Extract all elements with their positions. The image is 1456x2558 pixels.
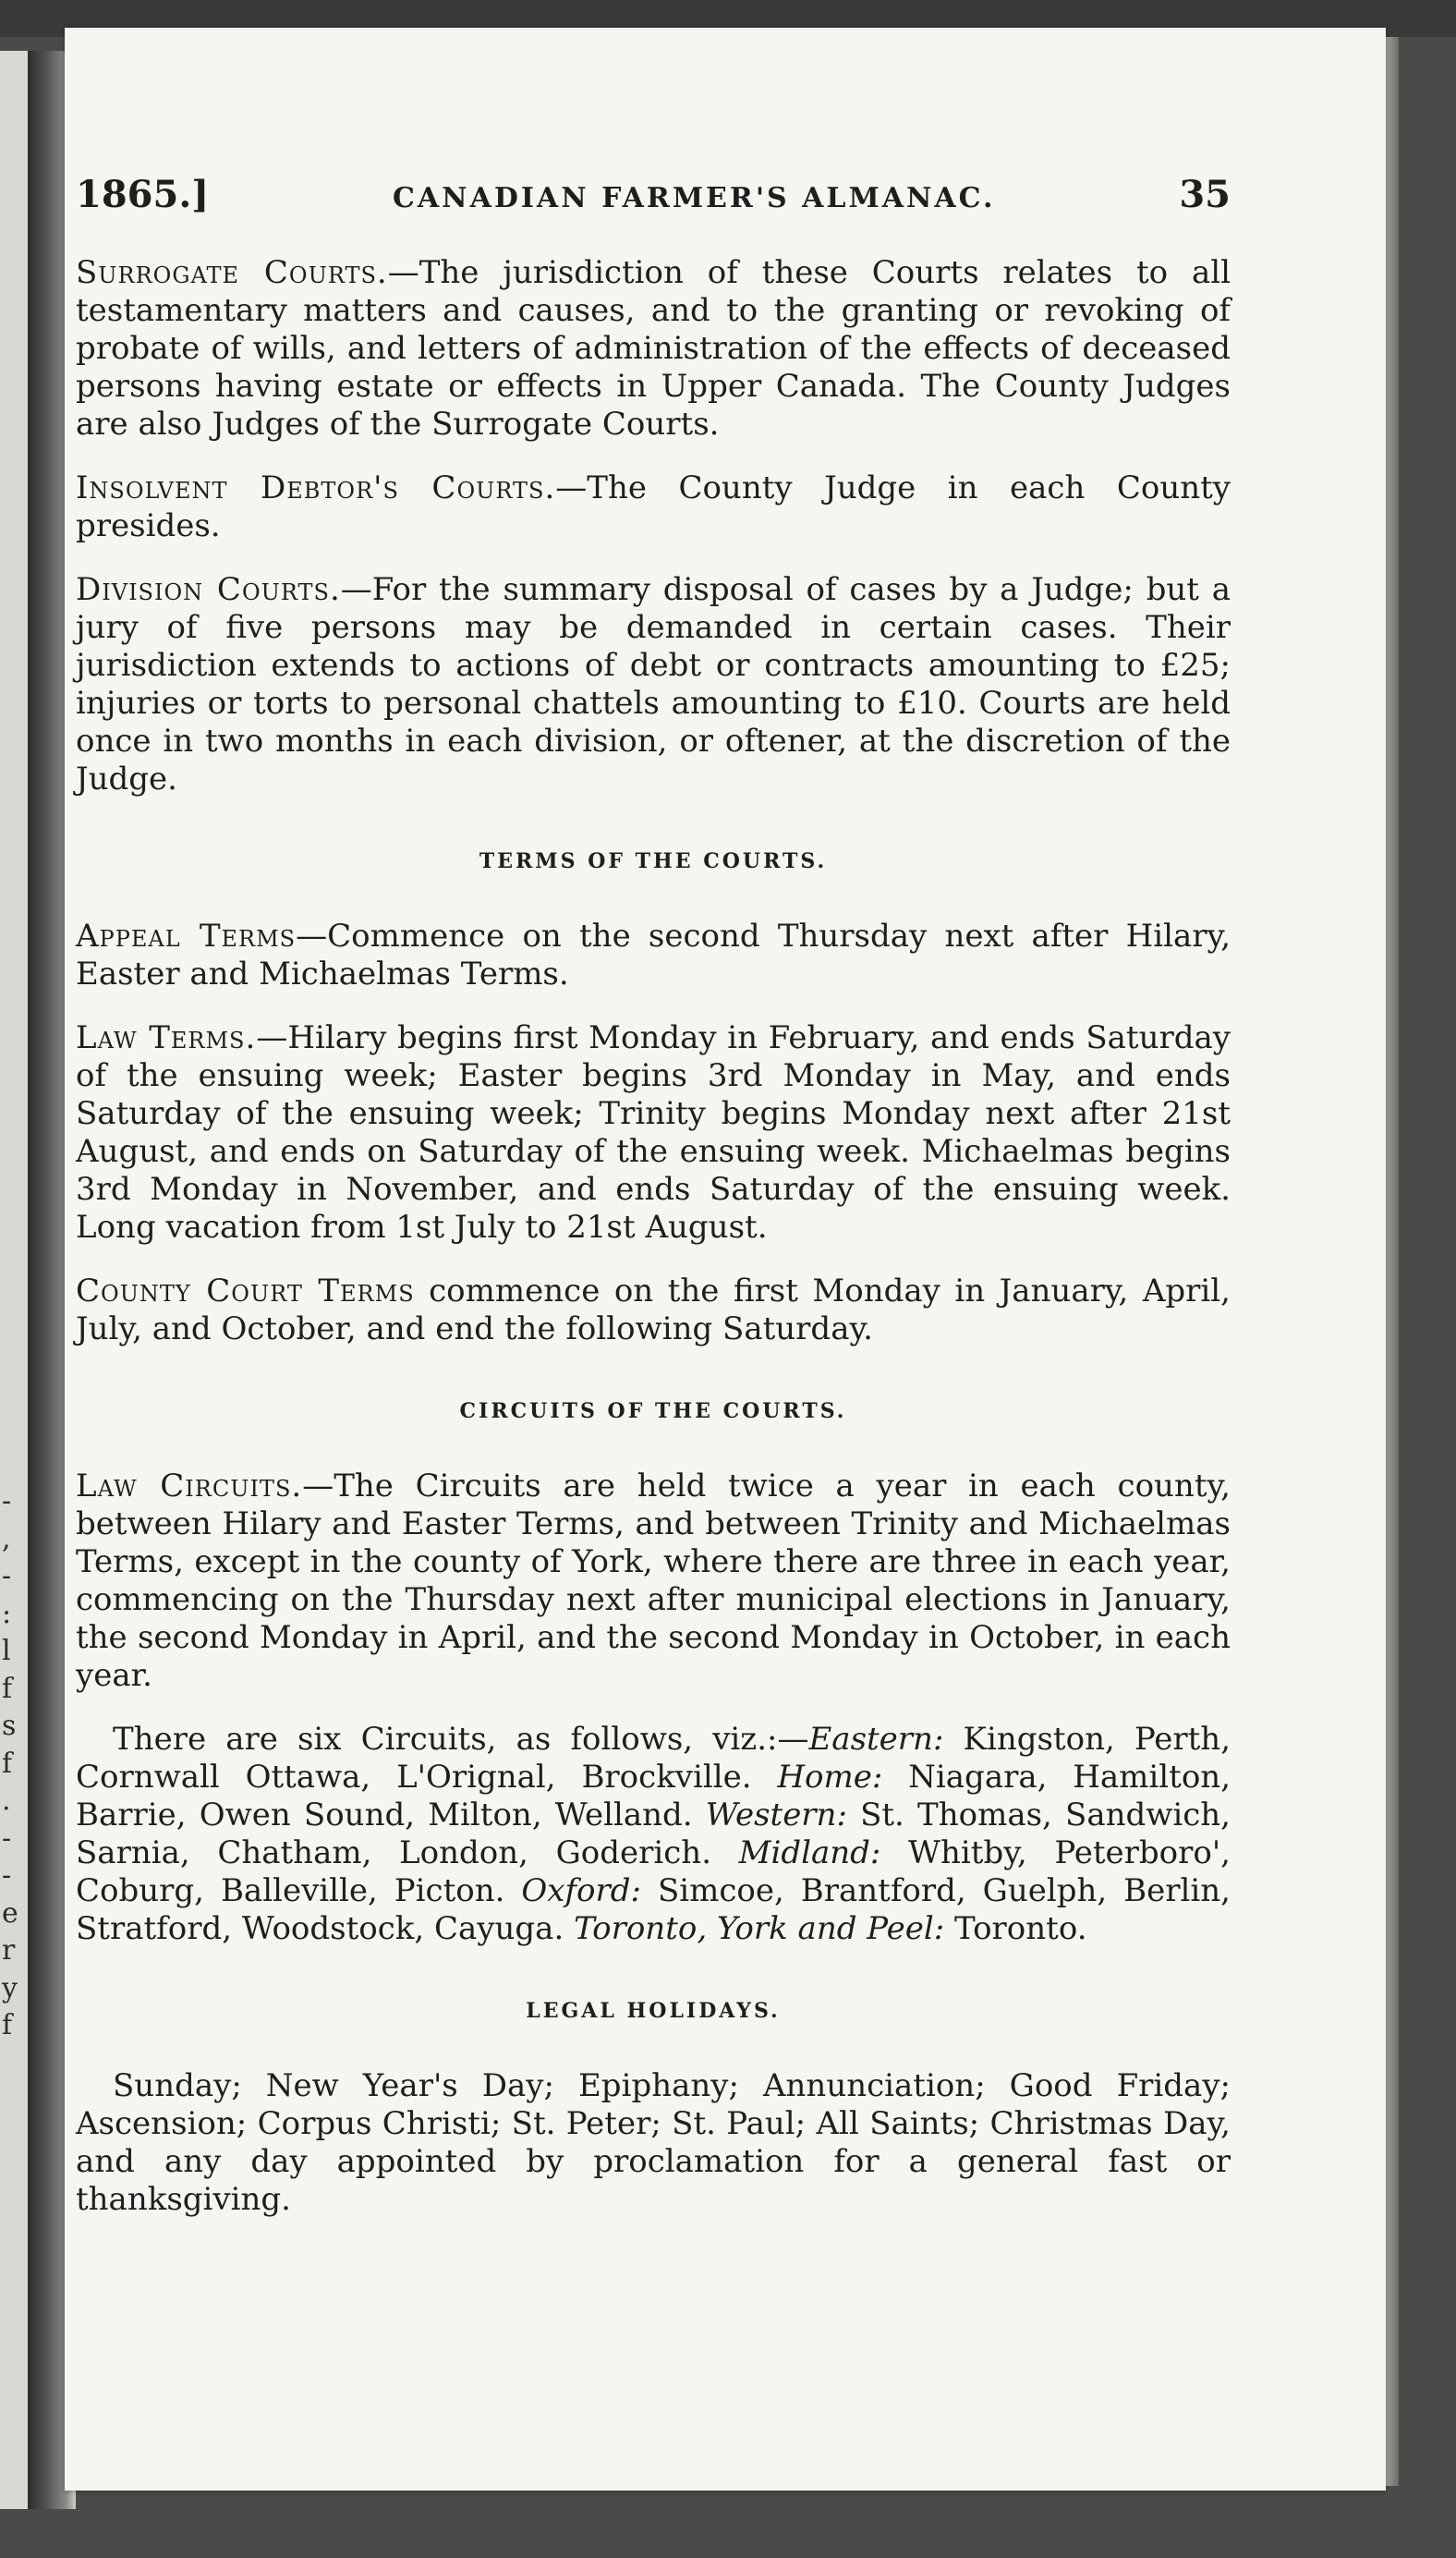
western-label: Western: — [705, 1797, 847, 1833]
margin-char: l — [2, 1635, 11, 1667]
margin-char: y — [2, 1971, 18, 2004]
margin-char: r — [2, 1934, 16, 1967]
eastern-towns: Kingston, Perth, Cornwall Ottawa, L'Orignal, Brockville. — [76, 1721, 1231, 1796]
appeal-terms-lead: Appeal Terms — [76, 918, 297, 955]
surrogate-courts-paragraph — [76, 254, 1231, 444]
margin-char: f — [2, 1747, 13, 1780]
law-terms-paragraph — [76, 1019, 1231, 1247]
margin-char: s — [2, 1710, 17, 1742]
insolvent-courts-lead: Insolvent Debtor's Courts. — [76, 469, 556, 506]
midland-label: Midland: — [738, 1834, 881, 1871]
holidays-heading: LEGAL HOLIDAYS. — [526, 1999, 781, 2023]
surrogate-courts-lead: Surrogate Courts. — [76, 254, 388, 291]
margin-char: e — [2, 1896, 18, 1930]
law-terms-lead: Law Terms. — [76, 1019, 257, 1056]
county-court-lead: County Court Terms — [76, 1273, 415, 1309]
law-circuits-lead: Law Circuits. — [76, 1468, 303, 1504]
margin-char: : — [2, 1597, 12, 1630]
law-circuits-paragraph — [76, 1468, 1231, 1695]
home-label: Home: — [777, 1759, 883, 1796]
law-circuits-text: —The Circuits are held twice a year in each county, between Hilary and Easter Terms, and between Trinity and Michaelmas Terms, except in the county of York, where there are three in each year, commencing on the Thursday next after municipal elections in January, the second Monday in April, and the second Monday in October, in each year. — [76, 1468, 1231, 1694]
oxford-label: Oxford: — [521, 1872, 641, 1909]
legal-holidays-text: Sunday; New Year's Day; Epiphany; Annunciation; Good Friday; Ascension; Corpus Christi; St. Peter; St. Paul; All Saints; Christmas Day, and any day appointed by proclamation for a general fast or thanksgiving. — [76, 2067, 1231, 2218]
margin-char: , — [2, 1522, 11, 1555]
midland-towns: Whitby, Peterboro', Coburg, Balleville, Picton. — [76, 1834, 1231, 1909]
running-head — [76, 173, 1231, 217]
western-towns: St. Thomas, Sandwich, Sarnia, Chatham, London, Goderich. — [76, 1797, 1231, 1871]
division-courts-paragraph — [76, 571, 1231, 798]
six-circuits-paragraph — [76, 1721, 1231, 1948]
margin-char: - — [2, 1859, 12, 1892]
margin-char: f — [2, 1672, 13, 1705]
margin-char: . — [2, 1785, 11, 1817]
surrogate-courts-text: —The jurisdiction of these Courts relates to all testamentary matters and causes, and to the granting or revoking of probate of wills, and letters of administration of the effects of deceased persons having estate or effects in Upper Canada. The County Judges are also Judges of the Surrogate Courts. — [76, 254, 1231, 443]
margin-char: - — [2, 1560, 12, 1592]
appeal-terms-text: —Commence on the second Thursday next after Hilary, Easter and Michaelmas Terms. — [76, 918, 1231, 993]
toronto-towns: Toronto. — [944, 1910, 1087, 1947]
page-number: 35 — [1179, 173, 1231, 216]
division-courts-lead: Division Courts. — [76, 571, 341, 608]
circuits-intro: There are six Circuits, as follows, viz.:— — [113, 1721, 809, 1758]
almanac-page — [65, 28, 1386, 2491]
legal-holidays-paragraph — [76, 2067, 1231, 2219]
home-towns: Niagara, Hamilton, Barrie, Owen Sound, Milton, Welland. — [76, 1759, 1231, 1833]
header-title: CANADIAN FARMER'S ALMANAC. — [393, 182, 996, 214]
margin-char: - — [2, 1821, 12, 1855]
appeal-terms-paragraph — [76, 918, 1231, 993]
eastern-label: Eastern: — [808, 1721, 944, 1758]
header-year: 1865.] — [76, 173, 210, 216]
insolvent-courts-text: —The County Judge in each County presides. — [76, 469, 1231, 544]
oxford-towns: Simcoe, Brantford, Guelph, Berlin, Stratford, Woodstock, Cayuga. — [76, 1872, 1231, 1947]
county-court-paragraph — [76, 1273, 1231, 1348]
law-terms-text: —Hilary begins first Monday in February, and ends Saturday of the ensuing week; Easter begins 3rd Monday in May, and ends Saturday of the ensuing week; Trinity begins Monday next after 21st August, and ends on Saturday of the ensuing week. Michaelmas begins 3rd Monday in November, and ends Saturday of the ensuing week. Long vacation from 1st July to 21st August. — [76, 1019, 1231, 1246]
division-courts-text: —For the summary disposal of cases by a Judge; but a jury of five persons may be demanded in certain cases. Their jurisdiction extends to actions of debt or contracts amounting to £25; injuries or torts to personal chattels amounting to £10. Courts are held once in two months in each division, or oftener, at the discretion of the Judge. — [76, 571, 1232, 798]
toronto-label: Toronto, York and Peel: — [574, 1910, 945, 1947]
margin-char: - — [2, 1485, 12, 1517]
page-content — [76, 173, 1232, 2245]
circuits-heading: CIRCUITS OF THE COURTS. — [459, 1399, 847, 1423]
margin-char: f — [2, 2009, 13, 2041]
county-court-text: commence on the first Monday in January, April, July, and October, and end the following Saturday. — [76, 1273, 1231, 1347]
facing-page-margin-text — [2, 1483, 22, 2045]
terms-heading: TERMS OF THE COURTS. — [479, 849, 828, 873]
insolvent-courts-paragraph — [76, 469, 1231, 545]
